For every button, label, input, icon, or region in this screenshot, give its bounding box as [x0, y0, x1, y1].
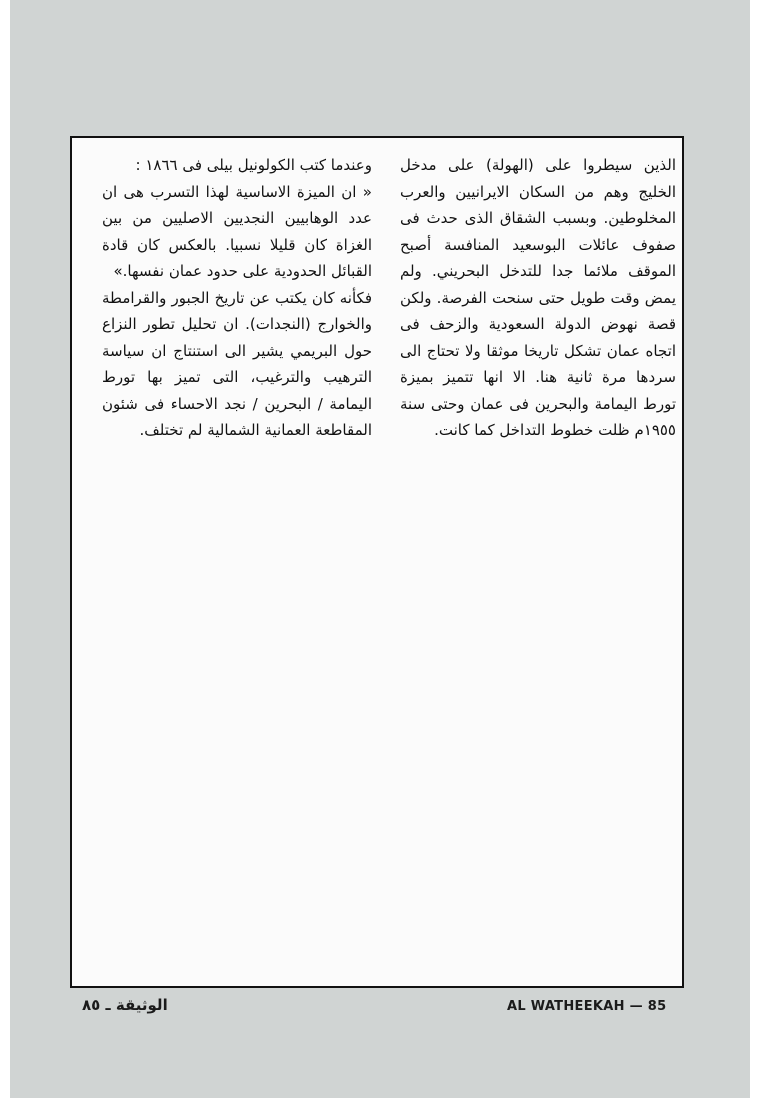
left-paragraph-3: فكأنه كان يكتب عن تاريخ الجبور والقرامطة والخوارج (النجدات). ان تحليل تطور النزاع حول البريمي يشير الى استنتاج ان سياسة الترهيب والترغيب، التى تميز بها تورط اليمامة / البحرين / نجد الاحساء فى شئون المقاطعة العمانية الشمالية لم تختلف.	[102, 288, 372, 439]
footer-latin-page-label: AL WATHEEKAH — 85	[507, 999, 667, 1014]
left-paragraph-quote: « ان الميزة الاساسية لهذا التسرب هى ان عدد الوهابيين النجديين الاصليين من بين الغزاة كان قليلا نسبيا. بالعكس كان قادة القبائل الحدودية على حدود عمان نفسها.»	[102, 182, 372, 280]
left-paragraph-1: وعندما كتب الكولونيل بيلى فى ١٨٦٦ :	[135, 156, 372, 174]
article-left-column	[102, 152, 372, 444]
article-right-column	[400, 152, 676, 444]
page	[10, 0, 750, 1098]
footer-arabic-page-label: الوثيقة ـ ٨٥	[82, 996, 168, 1014]
right-paragraph-1: الذين سيطروا على (الهولة) على مدخل الخليج وهم من السكان الايرانيين والعرب المخلوطين. وبسبب الشقاق الذى حدث فى صفوف عائلات البوسعيد المنافسة أصبح الموقف ملائما جدا للتدخل البحريني. ولم يمض وقت طويل حتى سنحت الفرصة. ولكن قصة نهوض الدولة السعودية والزحف فى اتجاه عمان تشكل تاريخا موثقا ولا تحتاج الى سردها مرة ثانية هنا. الا انها تتميز بميزة تورط اليمامة والبحرين فى عمان وحتى سنة ١٩٥٥م ظلت خطوط التداخل كما كانت.	[400, 156, 676, 439]
article-frame	[70, 136, 684, 988]
